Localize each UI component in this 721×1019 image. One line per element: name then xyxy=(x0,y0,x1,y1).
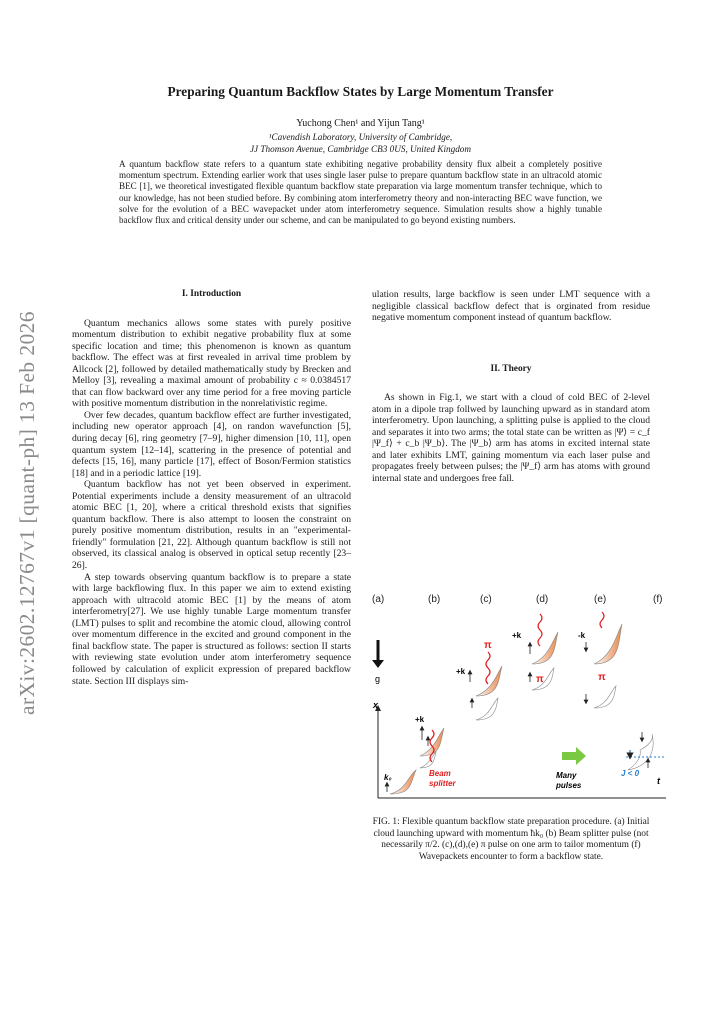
gravity-arrow-icon xyxy=(372,640,384,668)
section-2-heading: II. Theory xyxy=(490,363,532,374)
pi-label-c: π xyxy=(484,640,492,651)
beam-splitter-label-2: splitter xyxy=(429,779,456,788)
intro-paragraph-4: A step towards observing quantum backflow is to prepare a state with large backflowing flux. In this paper we aim to extend existing approach with ultracold atomic BEC [1] by the means of atom interferometry[27]. We use highly tunable Large momentum transfer (LMT) pulses to split and recombine the atomic cloud, allowing control over momentum difference in the excited and ground component in the final backflow state. The paper is structured as follows: section II starts with reviewing state evolution under atom interferometry sequence followed by calculation of explicit expression of prepared backflow state. Section III displays sim- xyxy=(72,571,351,687)
x-axis-label: x xyxy=(373,700,379,710)
plus-k-label-d: +k xyxy=(512,631,522,640)
right-column xyxy=(372,289,650,485)
pi-pulse-wave-e xyxy=(600,612,604,628)
intro-paragraph-3: Quantum backflow has not yet been observed in experiment. Potential experiments include a density measurement of an ultracold atomic BEC [1, 20], where a critical threshold exists that signifies quantum backflow. There is also attempt to loosen the constraint on purely positive momentum distribution, results in an "experimental-friendly" formulation [21, 22]. Although quantum backflow is still not observed, its classical analog is observed in optical setup recently [23–26]. xyxy=(72,479,351,572)
packet-b-upper xyxy=(420,728,444,756)
packet-c-upper xyxy=(476,666,502,696)
paper-title: Preparing Quantum Backflow States by Large Momentum Transfer xyxy=(167,84,554,99)
pi-label-e: π xyxy=(598,672,606,683)
panel-label-d: (d) xyxy=(536,594,549,605)
author-list: Yuchong Chen¹ and Yijun Tang¹ xyxy=(296,118,425,129)
many-pulses-arrow-icon xyxy=(562,747,586,765)
section-1-heading: I. Introduction xyxy=(181,289,242,299)
packet-a xyxy=(390,770,416,794)
arxiv-id-text: arXiv:2602.12767v1 [quant-ph] 13 Feb 2026 xyxy=(15,311,39,715)
panel-label-e: (e) xyxy=(594,594,607,605)
intro-paragraph-1: Quantum mechanics allows some states with purely positive momentum distribution to exhibit negative probability flux at some specific location and time; this phenomenon is known as quantum backflow. The effect was at first revealed in arrival time problem by Allcock [2], followed by detailed mathematically study by Brecken and Melloy [3], revealing a maximal amount of probability c ≈ 0.0384517 that can flow backward over any time period for a free moving particle with positive momentum distribution in the nonrelativistic regime. xyxy=(72,317,351,410)
panel-label-c: (c) xyxy=(480,594,492,605)
plus-k-label-b: +k xyxy=(415,715,425,724)
gravity-label: g xyxy=(375,674,381,684)
results-continuation: ulation results, large backflow is seen under LMT sequence with a negligible classical backflow defect that is orginated from residue negative momentum component instead of quantum backflow. xyxy=(372,289,650,324)
affiliation-line-2: JJ Thomson Avenue, Cambridge CB3 0US, United Kingdom xyxy=(249,144,472,154)
beam-splitter-label-1: Beam xyxy=(429,769,451,778)
packet-d-upper xyxy=(532,632,558,664)
t-axis-label: t xyxy=(657,776,660,786)
intro-paragraph-2: Over few decades, quantum backflow effect are further investigated, including new operator approach [4], on randon wavefunction [5], during decay [6], ring geometry [7–9], higher dimension [10, 11], open quantum system [12–14], scattering in the presence of potential and defects [15, 16], many particle [17], effect of Boson/Fermion statistics [18] and in a periodic lattice [19]. xyxy=(72,409,351,479)
many-pulses-label-2: pulses xyxy=(556,781,582,790)
plus-k-label-c: +k xyxy=(456,667,466,676)
packet-e-upper xyxy=(594,624,622,664)
k0-label: k₀ xyxy=(384,773,392,782)
figure-1-backflow-procedure xyxy=(372,590,668,800)
abstract: A quantum backflow state refers to a quantum state exhibiting negative probability density flux albeit a completely positive momentum spectrum. Extending earlier work that uses single laser pulse to prepare quantum backflow state in an ultracold atomic BEC [1], we theoretical investigated flexible quantum backflow state preparation via large momentum transfer technique, which to our knowledge, has not been studied before. By combining atom interferometry theory and non-interacting BEC wave function, we solve for the evolution of a BEC wavepacket under atom interferometry sequence. Simulation results show a highly tunable backflow flux and critical density under our scheme, and can be manipulated to go beyond existing numbers. xyxy=(119,159,602,226)
panel-label-a: (a) xyxy=(372,594,385,605)
figure-1-caption: FIG. 1: Flexible quantum backflow state preparation procedure. (a) Initial cloud launching upward with momentum ħk₀ (b) Beam splitter pulse (not necessarily π/2. (c),(d),(e) π pulse on one arm to tailor momentum (f) Wavepackets encounter to form a backflow state. xyxy=(372,817,650,862)
affiliation xyxy=(0,131,721,155)
panel-label-f: (f) xyxy=(653,594,663,605)
pi-label-d: π xyxy=(536,674,544,685)
minus-k-label: -k xyxy=(578,631,586,640)
left-column xyxy=(72,289,351,687)
theory-paragraph-1: As shown in Fig.1, we start with a cloud of cold BEC of 2-level atom in a dipole trap follwed by launching upward as in standard atom interferometry. Upon launching, a splitting pulse is applied to the cloud and separates it into two arms; the total state can be written as |Ψ⟩ = c_f |Ψ_f⟩ + c_b |Ψ_b⟩. The |Ψ_b⟩ arm has atoms in excited internal state and later exhibits LMT, gaining momentum via each laser pulse and propagates freely between pulses; the |Ψ_f⟩ arm has atoms with ground internal state and undergoes free fall. xyxy=(372,392,650,485)
packet-e-lower xyxy=(594,686,616,708)
pi-pulse-wave-c xyxy=(486,652,490,684)
affiliation-line-1: ¹Cavendish Laboratory, University of Cambridge, xyxy=(268,132,453,142)
pi-pulse-wave-d xyxy=(538,614,542,646)
many-pulses-label-1: Many xyxy=(556,771,577,780)
panel-label-b: (b) xyxy=(428,594,441,605)
packet-c-lower xyxy=(476,698,498,720)
arxiv-identifier-stamp xyxy=(0,283,48,723)
packet-f xyxy=(628,734,653,770)
flux-label: J < 0 xyxy=(621,769,640,778)
